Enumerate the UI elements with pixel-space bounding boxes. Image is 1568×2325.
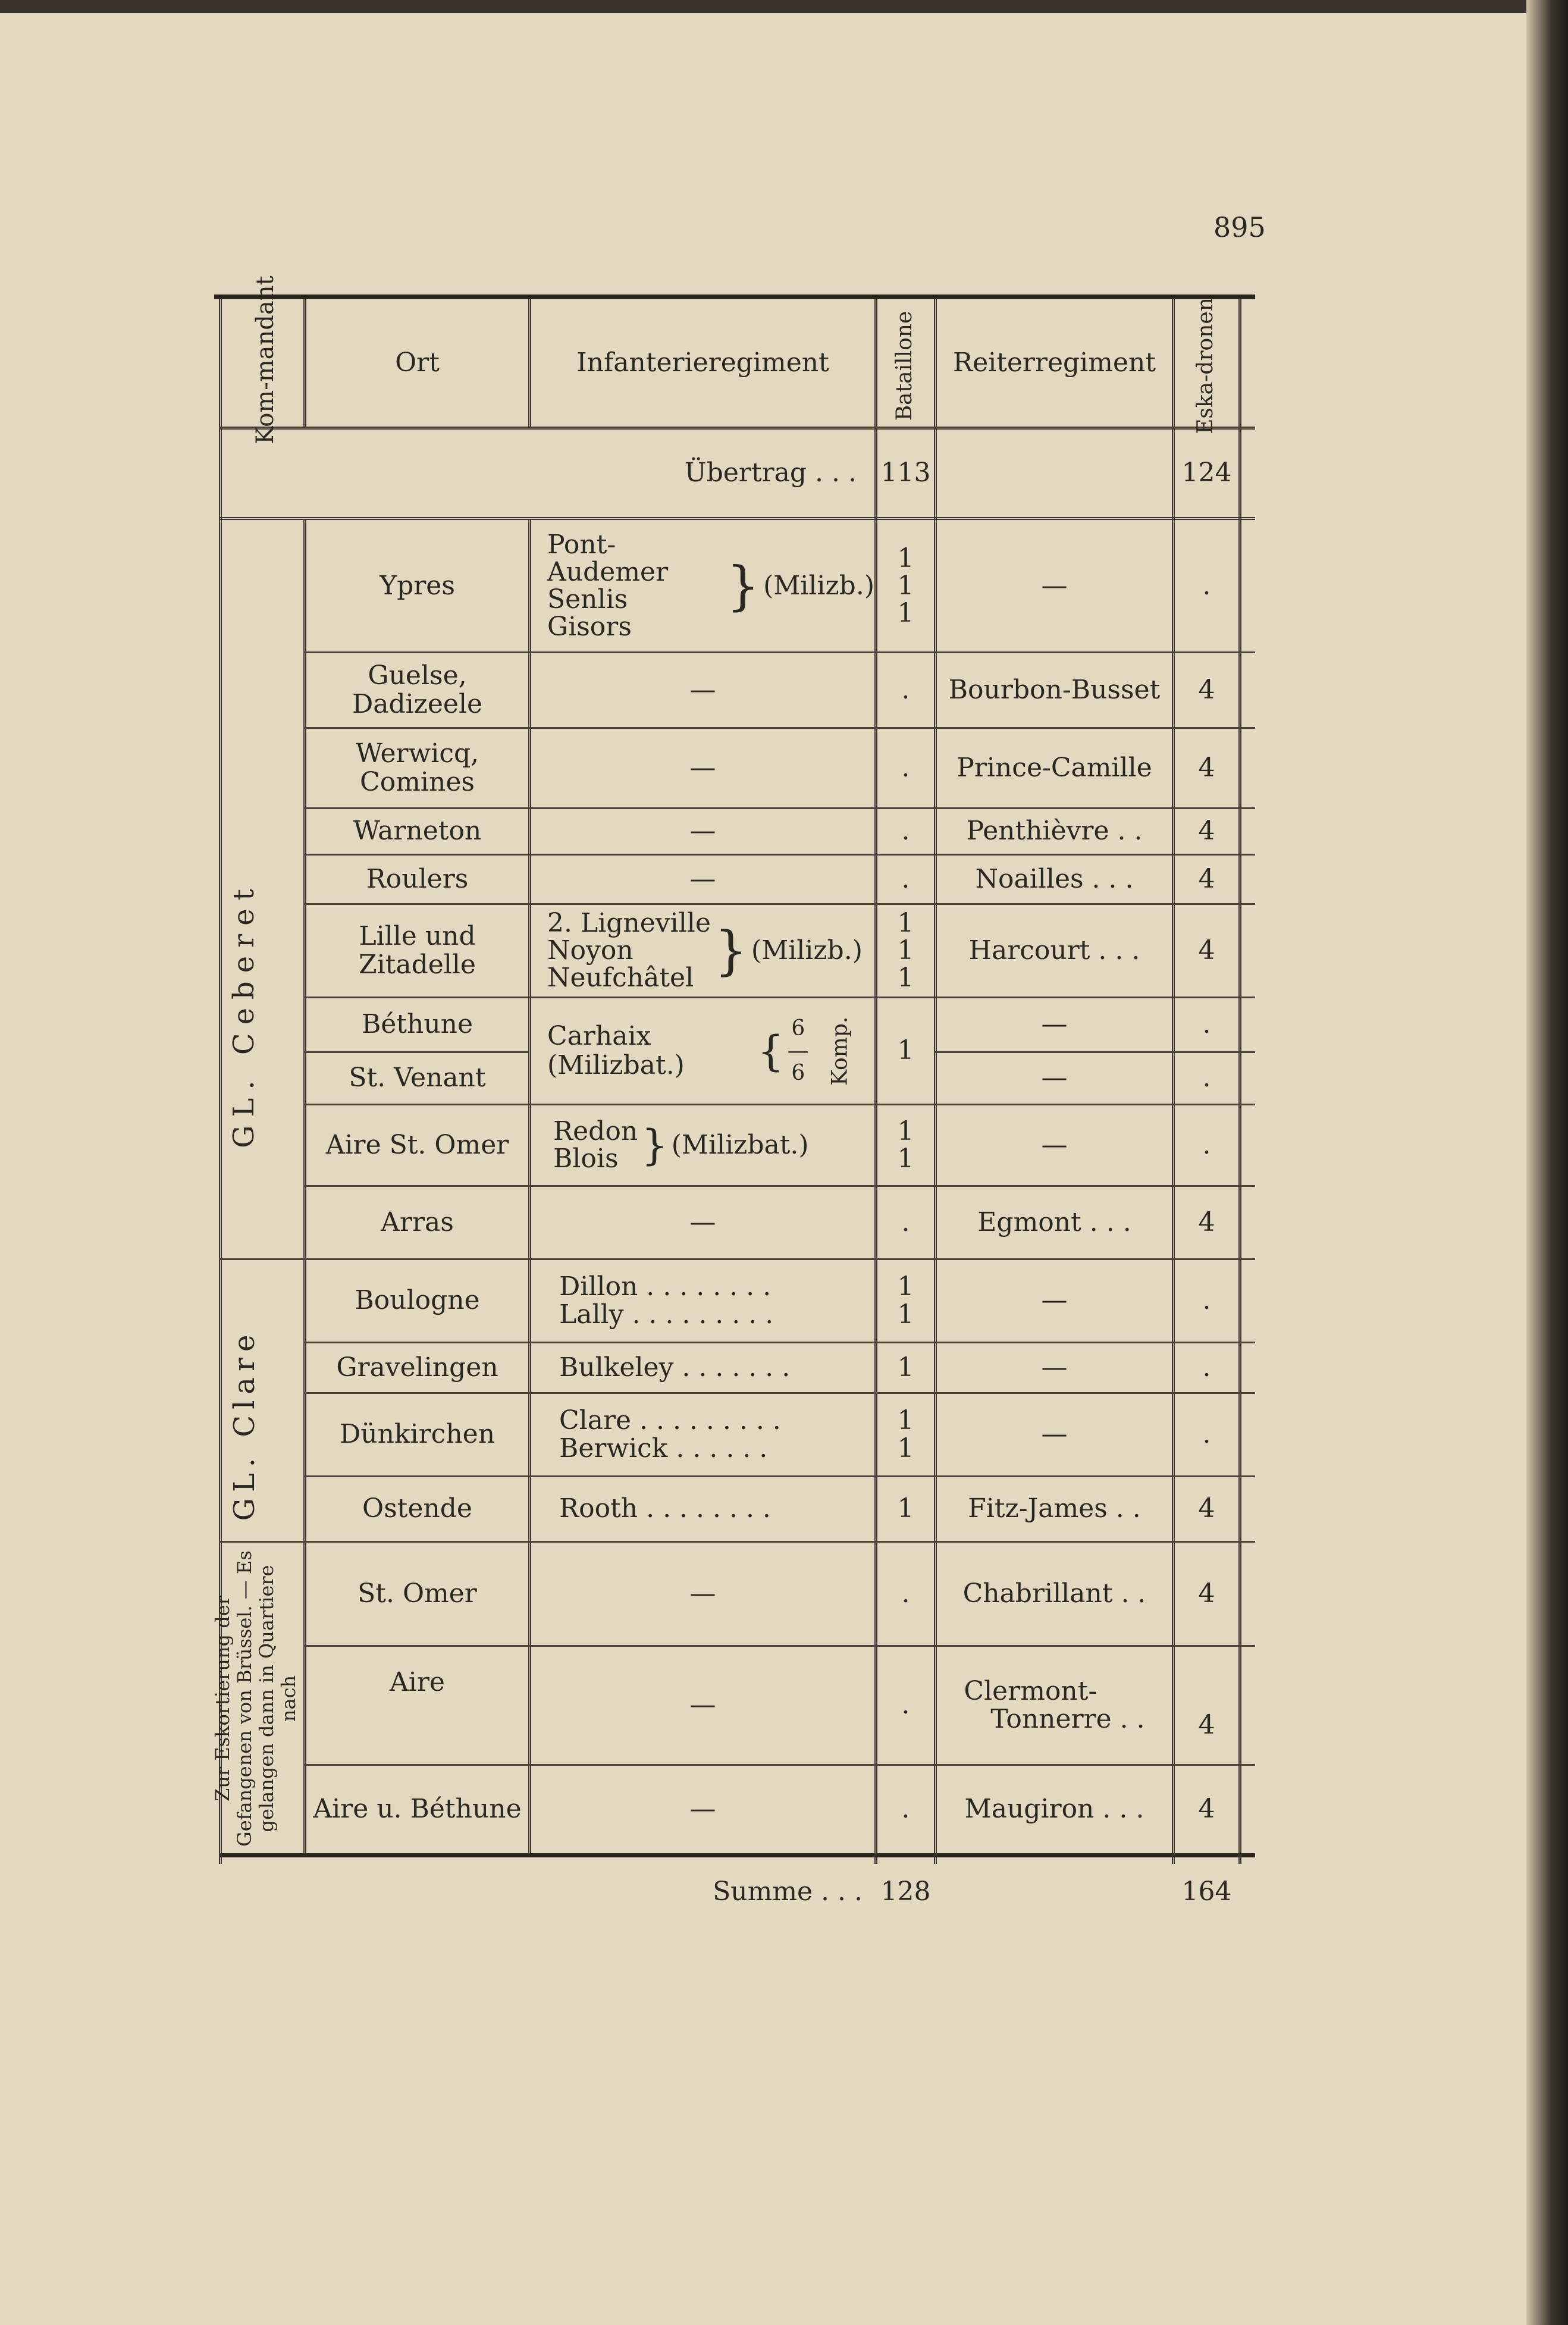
reiter-werwicq: Prince-Camille [957, 752, 1152, 783]
brace-glyph: } [641, 1121, 668, 1170]
esk-ostende: 4 [1198, 1493, 1215, 1524]
inf-name: Gisors [547, 612, 632, 643]
header-bataillone: Bataillone [892, 311, 917, 421]
brace-glyph: { [757, 1026, 784, 1076]
bat-value: 1 [897, 907, 914, 938]
top-rule [214, 294, 1255, 299]
esk-bethune: . [1202, 1009, 1211, 1040]
inf-name: Blois [553, 1143, 619, 1174]
esk-duenkirchen: . [1202, 1419, 1211, 1450]
inf-aire-omer [553, 1105, 874, 1185]
bat-value: 1 [897, 598, 914, 629]
ort-aire-bethune: Aire u. Béthune [313, 1794, 522, 1825]
uebertrag-rule [219, 517, 1255, 520]
header-infanterie: Infanterieregiment [576, 347, 829, 378]
bat-warneton: . [901, 816, 910, 847]
ort-werwicq: Werwicq, Comines [355, 738, 479, 797]
uebertrag-eskadronen: 124 [1181, 457, 1232, 488]
bat-aire-bethune: . [901, 1794, 910, 1825]
inf-name: Senlis [547, 584, 628, 615]
bat-guelse: . [901, 674, 910, 705]
uebertrag-bataillone: 113 [880, 457, 931, 488]
bat-value: 1 [897, 1116, 914, 1146]
esk-aire: 4 [1198, 1709, 1215, 1740]
inf-warneton: — [689, 816, 716, 847]
inf-name: Redon [553, 1116, 638, 1146]
esk-st-omer: 4 [1198, 1578, 1215, 1609]
ort-bethune: Béthune [361, 1009, 473, 1040]
komp-top: 6 [791, 1016, 805, 1041]
inf-duenkirchen [559, 1394, 868, 1475]
garrison-table [211, 275, 1255, 1907]
ort-lille: Lille und Zitadelle [359, 920, 476, 980]
bat-value: 1 [897, 1405, 914, 1436]
header-kommandant: Kom-mandant [252, 275, 279, 444]
ort-gravelingen: Gravelingen [336, 1352, 498, 1383]
inf-arras: — [689, 1207, 716, 1237]
reiter-aire-bethune: Maugiron . . . [964, 1794, 1144, 1825]
ort-duenkirchen: Dünkirchen [339, 1419, 496, 1450]
bat-value: 1 [897, 543, 914, 574]
inf-note: (Milizb.) [751, 935, 863, 966]
page-edge-shadow [0, 0, 1568, 13]
bat-value: 1 [897, 1433, 914, 1464]
bat-value: 1 [897, 570, 914, 601]
reiter-roulers: Noailles . . . [975, 863, 1134, 894]
ort-venant: St. Venant [349, 1063, 486, 1093]
header-eskadronen: Eska-dronen [1193, 297, 1218, 434]
esk-aire-bethune: 4 [1198, 1794, 1215, 1825]
inf-st-omer: — [689, 1578, 716, 1609]
ort-roulers: Roulers [366, 863, 469, 894]
reiter-ypres: — [1041, 570, 1068, 601]
inf-name: Noyon [547, 935, 634, 966]
ort-guelse: Guelse, Dadizeele [352, 660, 483, 719]
bat-gravelingen: 1 [897, 1352, 914, 1383]
inf-name: 2. Ligneville [547, 907, 711, 938]
reiter-st-omer: Chabrillant . . [962, 1578, 1146, 1609]
bat-boulogne [877, 1260, 934, 1342]
reiter-aire [937, 1647, 1172, 1764]
esk-roulers: 4 [1198, 863, 1215, 894]
inf-name: Dillon . . . . . . . . [559, 1271, 772, 1302]
group-eskorte: Zur Eskortierung der Gefangenen von Brüssel. — Es gelangen dann in Quartiere nach [211, 1550, 300, 1847]
col-line-6 [1238, 299, 1241, 1864]
esk-ypres: . [1202, 570, 1211, 601]
bat-werwicq: . [901, 752, 910, 783]
bat-aire: . [901, 1690, 910, 1721]
summe-eskadronen: 164 [1181, 1876, 1232, 1907]
inf-name: Lally . . . . . . . . . [559, 1299, 774, 1330]
bat-aire-omer [877, 1105, 934, 1185]
brace-glyph: } [726, 555, 760, 616]
inf-name: Neufchâtel [547, 963, 694, 994]
esk-gravelingen: . [1202, 1352, 1211, 1383]
bat-lille [877, 905, 934, 997]
bat-duenkirchen [877, 1394, 934, 1475]
ort-ostende: Ostende [362, 1493, 472, 1524]
bat-value: 1 [897, 963, 914, 994]
inf-roulers: — [689, 863, 716, 894]
ort-aire-omer: Aire St. Omer [325, 1129, 509, 1160]
inf-note: (Milizbat.) [671, 1129, 809, 1160]
reiter-bethune: — [1041, 1009, 1068, 1040]
reiter-boulogne: — [1041, 1285, 1068, 1316]
inf-name: Pont-Audemer [547, 529, 669, 587]
ort-ypres: Ypres [380, 570, 455, 601]
reiter-guelse: Bourbon-Busset [948, 674, 1161, 705]
reiter-arras: Egmont . . . [977, 1207, 1131, 1237]
inf-ostende: Rooth . . . . . . . . [559, 1493, 771, 1524]
bat-value: 1 [897, 1271, 914, 1302]
inf-werwicq: — [689, 752, 716, 783]
inf-lille [547, 905, 874, 997]
ort-warneton: Warneton [353, 816, 482, 847]
esk-werwicq: 4 [1198, 752, 1215, 783]
esk-aire-omer: . [1202, 1129, 1211, 1160]
esk-venant: . [1202, 1063, 1211, 1093]
reiter-gravelingen: — [1041, 1352, 1068, 1383]
group-rule-2 [219, 1541, 303, 1543]
bat-st-omer: . [901, 1578, 910, 1609]
inf-gravelingen: Bulkeley . . . . . . . [559, 1352, 791, 1383]
inf-ypres [547, 521, 874, 651]
ort-aire: Aire [390, 1666, 445, 1697]
inf-aire: — [689, 1690, 716, 1721]
inf-carhaix [547, 998, 874, 1104]
bottom-rule [219, 1853, 1255, 1857]
bat-ypres [877, 521, 934, 651]
inf-note: (Milizb.) [763, 570, 874, 601]
esk-boulogne: . [1202, 1285, 1211, 1316]
inf-aire-bethune: — [689, 1794, 716, 1825]
ort-boulogne: Boulogne [355, 1285, 480, 1316]
esk-arras: 4 [1198, 1207, 1215, 1237]
bat-roulers: . [901, 863, 910, 894]
header-rule [219, 427, 1255, 430]
group-ceberet: GL. Ceberet [227, 881, 261, 1148]
bat-ostende: 1 [897, 1493, 914, 1524]
uebertrag-label: Übertrag . . . [684, 457, 857, 488]
brace-glyph: } [714, 920, 748, 981]
ort-st-omer: St. Omer [357, 1578, 477, 1609]
bat-value: 1 [897, 1299, 914, 1330]
reiter-name: Tonnerre . . [990, 1703, 1145, 1734]
bat-value: 1 [897, 1143, 914, 1174]
inf-guelse: — [689, 674, 716, 705]
reiter-warneton: Penthièvre . . [966, 816, 1143, 847]
group-clare: GL. Clare [228, 1328, 261, 1521]
header-ort: Ort [395, 347, 440, 378]
inf-name: Carhaix (Milizbat.) [547, 1021, 685, 1080]
reiter-aire-omer: — [1041, 1129, 1068, 1160]
book-spine-shadow [1526, 0, 1568, 2325]
reiter-duenkirchen: — [1041, 1419, 1068, 1450]
reiter-ostende: Fitz-James . . [968, 1493, 1141, 1524]
esk-warneton: 4 [1198, 816, 1215, 847]
reiter-lille: Harcourt . . . [968, 935, 1140, 966]
bat-arras: . [901, 1207, 910, 1237]
inf-name: Berwick . . . . . . [559, 1433, 768, 1464]
esk-guelse: 4 [1198, 674, 1215, 705]
header-reiter: Reiterregiment [952, 347, 1156, 378]
komp-fraction [788, 1017, 809, 1085]
bat-value: 1 [897, 935, 914, 966]
komp-label: Komp. [827, 1016, 852, 1086]
ort-arras: Arras [381, 1207, 454, 1237]
inf-name: Clare . . . . . . . . . [559, 1405, 781, 1436]
page-number: 895 [1213, 211, 1266, 243]
fraction-bar: — [787, 1038, 809, 1063]
esk-lille: 4 [1198, 935, 1215, 966]
summe-bataillone: 128 [880, 1876, 931, 1907]
summe-label: Summe . . . [713, 1876, 863, 1907]
inf-boulogne [559, 1260, 868, 1342]
reiter-venant: — [1041, 1063, 1068, 1093]
reiter-name: Clermont- [964, 1676, 1097, 1707]
group-rule-1 [219, 1258, 303, 1260]
bat-carhaix: 1 [897, 1035, 914, 1066]
komp-bottom: 6 [791, 1061, 805, 1086]
